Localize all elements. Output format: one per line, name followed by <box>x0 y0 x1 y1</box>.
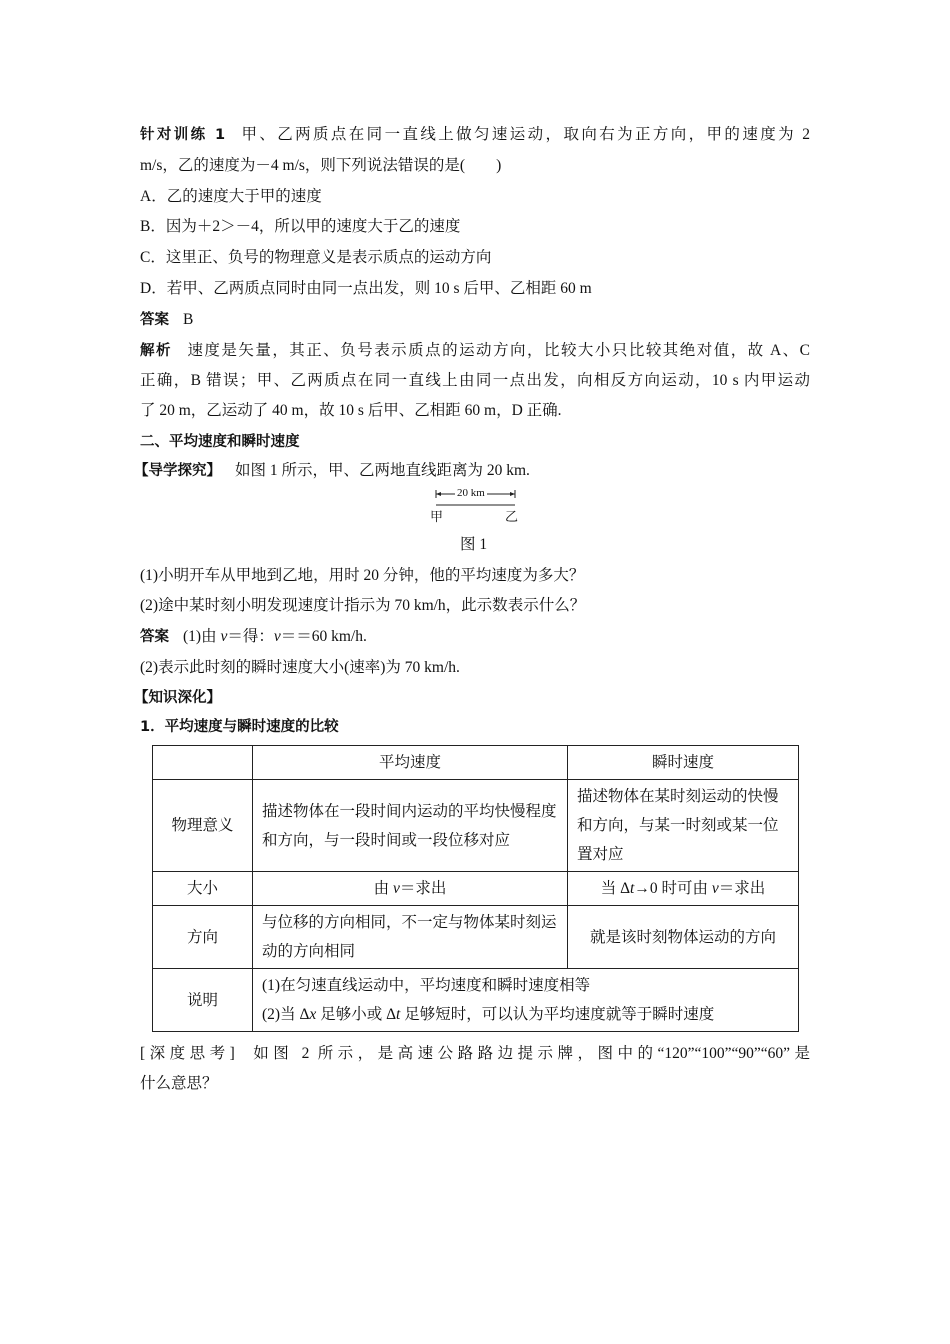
row-label-meaning: 物理意义 <box>153 780 253 872</box>
exercise-answer <box>140 309 193 331</box>
distance-label: 20 km <box>457 487 485 499</box>
answer-label: 答案 <box>140 629 169 645</box>
location-yi: 乙 <box>505 509 519 524</box>
option-a: A．乙的速度大于甲的速度 <box>140 188 322 205</box>
table-row <box>153 872 799 906</box>
guide-paragraph: 【导学探究】 如图 1 所示，甲、乙两地直线距离为 20 km. <box>134 462 530 479</box>
option-c: C．这里正、负号的物理意义是表示质点的运动方向 <box>140 249 492 266</box>
table-row <box>153 780 799 872</box>
analysis-line1: 解析 速度是矢量，其正、负号表示质点的运动方向，比较大小只比较其绝对值，故 A、C <box>140 342 811 359</box>
cell-direction-average: 与位移的方向相同，不一定与物体某时刻运动的方向相同 <box>253 906 568 969</box>
row-label-size: 大小 <box>153 872 253 906</box>
cell-meaning-average: 描述物体在一段时间内运动的平均快慢程度和方向，与一段时间或一段位移对应 <box>253 780 568 872</box>
row-label-note: 说明 <box>153 969 253 1032</box>
answer-label: 答案 <box>140 312 169 328</box>
table-row <box>153 969 799 1032</box>
question-2: (2)途中某时刻小明发现速度计指示为 70 km/h，此示数表示什么？ <box>140 597 586 614</box>
comparison-table <box>152 745 799 1032</box>
cell-size-instant: 当 Δt→0 时可由 v＝求出 <box>568 872 799 906</box>
cell-note <box>253 969 799 1032</box>
cell-size-average: 由 v＝求出 <box>253 872 568 906</box>
option-b: B．因为＋2＞－4，所以甲的速度大于乙的速度 <box>140 218 461 235</box>
table-header-average: 平均速度 <box>253 746 568 780</box>
knowledge-item-1: 1．平均速度与瞬时速度的比较 <box>140 719 339 735</box>
cell-meaning-instant: 描述物体在某时刻运动的快慢和方向，与某一时刻或某一位置对应 <box>568 780 799 872</box>
figure-1-distance-diagram <box>425 486 525 526</box>
knowledge-label: 【知识深化】 <box>134 690 221 706</box>
section-answer-1: 答案 (1)由 v＝得：v＝＝60 km/h. <box>140 628 367 645</box>
location-jia: 甲 <box>430 509 444 524</box>
exercise-stem-line1: 针对训练 1 甲、乙两质点在同一直线上做匀速运动，取向右为正方向，甲的速度为 2 <box>140 126 810 143</box>
analysis-line3: 了 20 m，乙运动了 40 m，故 10 s 后甲、乙相距 60 m，D 正确. <box>140 402 562 419</box>
section-answer-2: (2)表示此时刻的瞬时速度大小(速率)为 70 km/h. <box>140 659 460 676</box>
deep-thinking-line2: 什么意思？ <box>140 1075 218 1092</box>
analysis-label: 解析 <box>140 343 172 359</box>
table-header-instant: 瞬时速度 <box>568 746 799 780</box>
note-line-1: (1)在匀速直线运动中，平均速度和瞬时速度相等 <box>262 977 591 994</box>
section-heading: 二、平均速度和瞬时速度 <box>140 434 300 450</box>
question-1: (1)小明开车从甲地到乙地，用时 20 分钟，他的平均速度为多大？ <box>140 567 585 584</box>
note-line-2: (2)当 Δx 足够小或 Δt 足够短时，可以认为平均速度就等于瞬时速度 <box>262 1006 715 1023</box>
guide-label: 【导学探究】 <box>134 463 221 479</box>
analysis-line2: 正确，B 错误；甲、乙两质点在同一直线上由同一点出发，向相反方向运动，10 s 内甲运动 <box>140 372 810 389</box>
exercise-label: 针对训练 1 <box>140 127 226 143</box>
deep-thinking-line1: [深度思考] 如图 2 所示，是高速公路路边提示牌，图中的“120”“100”“90”“60”是 <box>140 1045 810 1062</box>
exercise-stem-line2: m/s，乙的速度为－4 m/s，则下列说法错误的是( ) <box>140 157 502 174</box>
answer-value: B <box>183 311 194 328</box>
figure-1-caption: 图 1 <box>460 536 488 553</box>
row-label-direction: 方向 <box>153 906 253 969</box>
table-row <box>153 906 799 969</box>
table-header-empty <box>153 746 253 780</box>
deep-thinking-label: [深度思考] <box>140 1045 235 1062</box>
table-header-row <box>153 746 799 780</box>
option-d: D．若甲、乙两质点同时由同一点出发，则 10 s 后甲、乙相距 60 m <box>140 280 592 297</box>
cell-direction-instant: 就是该时刻物体运动的方向 <box>568 906 799 969</box>
